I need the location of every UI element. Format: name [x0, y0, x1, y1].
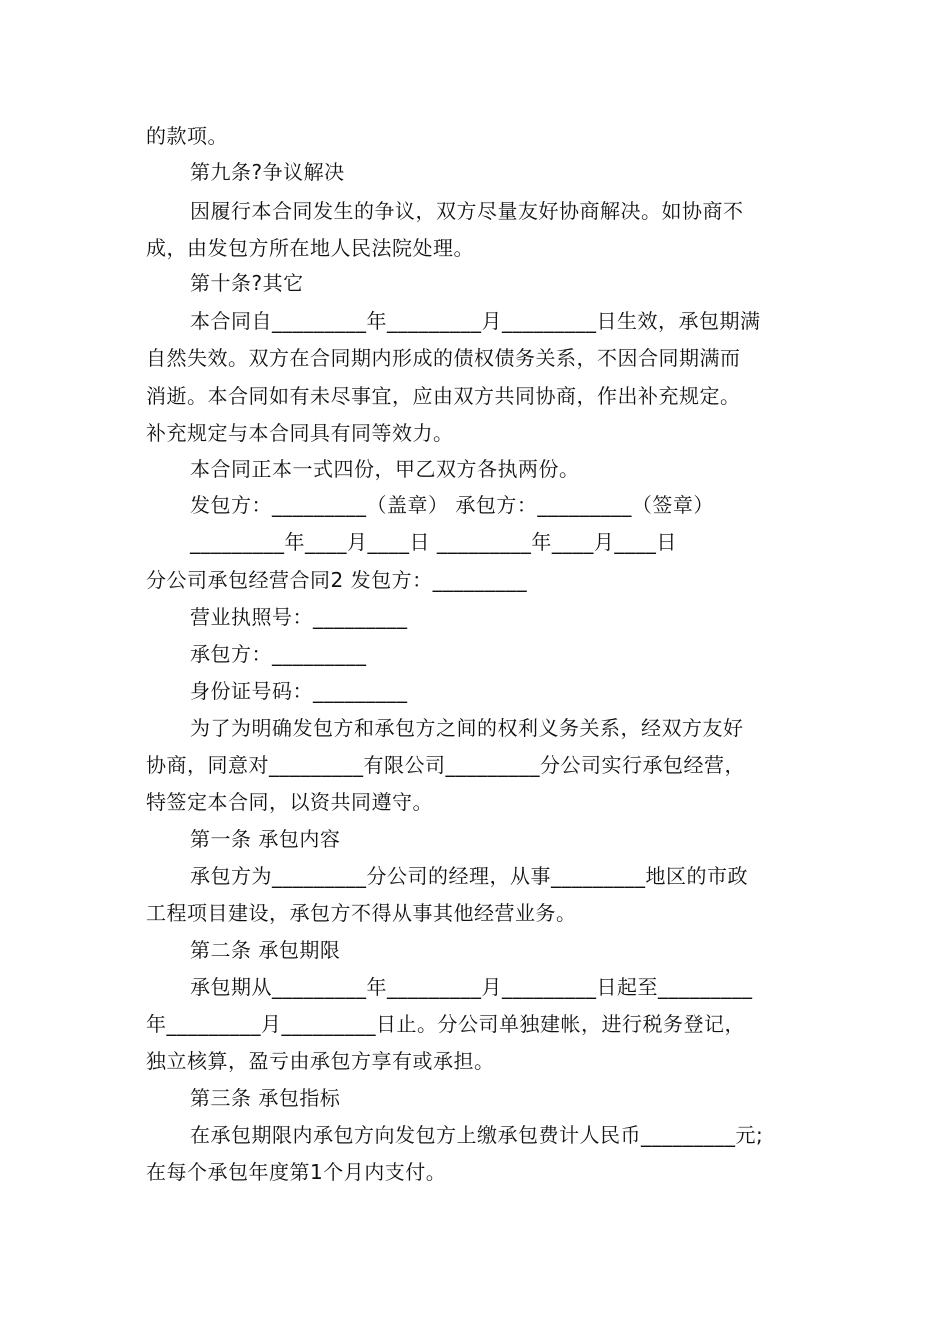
paragraph-line: 工程项目建设，承包方不得从事其他经营业务。 [146, 901, 577, 925]
section-heading: 第三条 承包指标 [190, 1086, 341, 1110]
paragraph-line: 的款项。 [146, 124, 228, 148]
paragraph-line: 补充规定与本合同具有同等效力。 [146, 421, 454, 445]
paragraph-line: 为了为明确发包方和承包方之间的权利义务关系，经双方友好 [190, 716, 744, 740]
paragraph-line: 因履行本合同发生的争议，双方尽量友好协商解决。如协商不 [190, 199, 744, 223]
form-field-line: 承包方：_________ [190, 642, 367, 666]
paragraph-line: 特签定本合同，以资共同遵守。 [146, 790, 433, 814]
paragraph-line: 在承包期限内承包方向发包方上缴承包费计人民币_________元; [190, 1123, 764, 1147]
signature-line: 发包方：_________（盖章） 承包方：_________（签章） [190, 493, 714, 517]
paragraph-line: 本合同自_________年_________月_________日生效，承包期满 [190, 309, 761, 333]
paragraph-line: 独立核算，盈亏由承包方享有或承担。 [146, 1049, 495, 1073]
paragraph-line: 协商，同意对_________有限公司_________分公司实行承包经营， [146, 753, 745, 777]
paragraph-line: 消逝。本合同如有未尽事宜，应由双方共同协商，作出补充规定。 [146, 384, 741, 408]
paragraph-line: 本合同正本一式四份，甲乙双方各执两份。 [190, 457, 580, 481]
section-heading: 第九条?争议解决 [190, 160, 345, 184]
paragraph-line: 成，由发包方所在地人民法院处理。 [146, 236, 474, 260]
paragraph-line: 承包方为_________分公司的经理，从事_________地区的市政 [190, 864, 748, 888]
section-heading: 第一条 承包内容 [190, 827, 341, 851]
contract-title-line: 分公司承包经营合同2 发包方：_________ [146, 568, 528, 592]
paragraph-line: 承包期从_________年_________月_________日起至_________ [190, 975, 753, 999]
paragraph-line: 年_________月_________日止。分公司单独建帐，进行税务登记， [146, 1012, 745, 1036]
paragraph-line: 在每个承包年度第1个月内支付。 [146, 1160, 447, 1184]
form-field-line: 身份证号码：_________ [190, 679, 408, 703]
section-heading: 第二条 承包期限 [190, 938, 341, 962]
section-heading: 第十条?其它 [190, 271, 304, 295]
date-line: _________年____月____日 _________年____月____日 [190, 530, 677, 554]
paragraph-line: 自然失效。双方在合同期内形成的债权债务关系，不因合同期满而 [146, 346, 741, 370]
form-field-line: 营业执照号：_________ [190, 605, 408, 629]
